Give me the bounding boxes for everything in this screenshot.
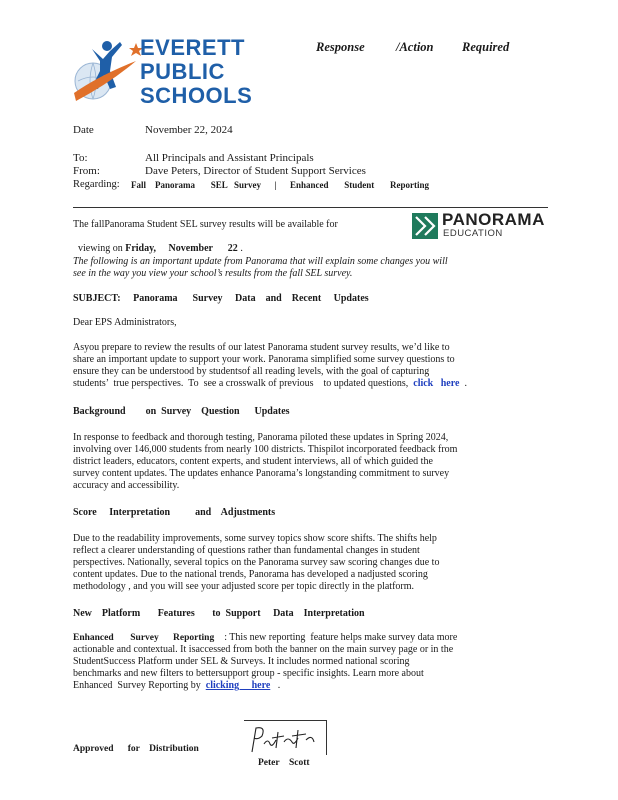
- intro-line1: The following is an important update from Panorama that will explain some changes you will: [73, 256, 448, 267]
- para4-line5-end: .: [270, 680, 281, 691]
- heading-background: Background on Survey Question Updates: [73, 406, 290, 417]
- from-value: Dave Peters, Director of Student Support Services: [145, 165, 366, 177]
- para3-line5: methodology , and you will see your adjusted score per topic directly in the platform.: [73, 581, 415, 592]
- para2-line5: accuracy and accessibility.: [73, 480, 180, 491]
- heading-platform: New Platform Features to Support Data Interpretation: [73, 608, 365, 619]
- para1-line4-end: .: [459, 378, 467, 389]
- panorama-name: PANORAMA: [442, 210, 545, 229]
- para2-line3: district leaders, educators, content experts, and student interviews, all of which guided the: [73, 456, 433, 467]
- para4-line2: actionable and contextual. It isaccessed from both the banner on the main survey page or in the: [73, 644, 454, 655]
- para3-line4: content updates. Due to the national trends, Panorama has developed a nadjusted scoring: [73, 569, 428, 580]
- panorama-mark-icon: [412, 213, 438, 239]
- para4-line1-text: : This new reporting feature helps make survey data more: [214, 632, 458, 643]
- enhanced-reporting-link[interactable]: clicking here: [205, 680, 271, 691]
- to-value: All Principals and Assistant Principals: [145, 152, 314, 164]
- para1-line1: Asyou prepare to review the results of our latest Panorama student survey results, we’d like to: [73, 342, 450, 353]
- header-divider: [73, 207, 548, 208]
- date-label: Date: [73, 124, 94, 136]
- availability-line1: The fallPanorama Student SEL survey results will be available for: [73, 219, 338, 230]
- para1-line4: [73, 378, 551, 390]
- heading-score: Score Interpretation and Adjustments: [73, 507, 276, 518]
- date-value: November 22, 2024: [145, 124, 233, 136]
- panorama-sub: EDUCATION: [443, 228, 503, 239]
- availability-post: .: [237, 243, 243, 254]
- para2-line1: In response to feedback and thorough testing, Panorama piloted these updates in Spring 2024,: [73, 432, 449, 443]
- regarding-value: Fall Panorama SEL Survey | Enhanced Student Reporting: [131, 180, 430, 190]
- crosswalk-link[interactable]: click here: [413, 378, 460, 389]
- regarding-label: Regarding:: [73, 179, 120, 190]
- para4-line5-text: Enhanced Survey Reporting by: [73, 680, 206, 691]
- enhanced-reporting-label: Enhanced Survey Reporting: [73, 633, 215, 643]
- approved-label: Approved for Distribution: [73, 744, 199, 754]
- para3-line3: perspectives. Nationally, several topics on the Panorama survey saw scoring changes due to: [73, 557, 440, 568]
- eps-logo-line2: PUBLIC: [140, 59, 225, 84]
- greeting: Dear EPS Administrators,: [73, 317, 177, 328]
- para2-line2: involving over 146,000 students from nearly 100 districts. Thispilot incorporated feedback from: [73, 444, 458, 455]
- signature-image: [248, 722, 320, 756]
- eps-logo-figure: [70, 37, 142, 112]
- para3-line2: reflect a clearer understanding of questions rather than fundamental changes in student: [73, 545, 420, 556]
- eps-logo-line1: EVERETT: [140, 35, 245, 60]
- to-label: To:: [73, 152, 88, 164]
- availability-pre: viewing on: [78, 243, 126, 254]
- para4-line1: [73, 632, 551, 644]
- para4-line3: StudentSuccess Platform under SEL & Surveys. It includes normed national scoring: [73, 656, 410, 667]
- eps-logo: [70, 37, 260, 112]
- para4-line4: benchmarks and new filters to bettersupport group - specific insights. Learn more about: [73, 668, 424, 679]
- availability-date: Friday, November 22: [125, 243, 238, 254]
- required-label: Required: [462, 40, 510, 54]
- action-label: /Action: [396, 40, 434, 54]
- availability-line2: [73, 231, 403, 255]
- para1-line2: share an important update to support your work. Panorama simplified some survey questions to: [73, 354, 455, 365]
- para3-line1: Due to the readability improvements, some survey topics show score shifts. The shifts help: [73, 533, 437, 544]
- response-label: Response: [316, 40, 365, 54]
- eps-logo-line3: SCHOOLS: [140, 83, 253, 108]
- para1-line4-text: students’ true perspectives. To see a crosswalk of previous to updated questions,: [73, 378, 414, 389]
- panorama-logo: [412, 212, 552, 242]
- from-label: From:: [73, 165, 100, 177]
- para2-line4: survey content updates. The updates enhance Panorama’s longstanding commitment to survey: [73, 468, 450, 479]
- signer-name: Peter Scott: [258, 758, 310, 768]
- para4-line5: [73, 680, 551, 692]
- subject-line: SUBJECT: Panorama Survey Data and Recent Updates: [73, 293, 369, 304]
- intro-line2: see in the way you view your school’s results from the fall SEL survey.: [73, 268, 353, 279]
- para1-line3: ensure they can be understood by studentsof all reading levels, with the goal of capturing: [73, 366, 430, 377]
